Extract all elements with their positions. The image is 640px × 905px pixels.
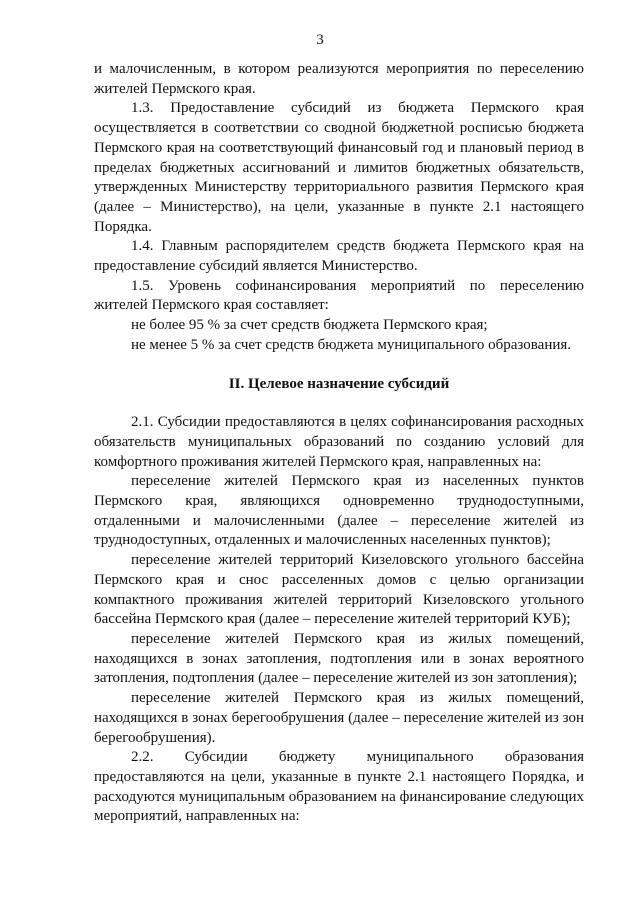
document-body xyxy=(94,60,584,827)
paragraph-2-2: 2.2. Субсидии бюджету муниципального образования предоставляются на цели, указанные в пункте 2.1 настоящего Порядка, и расходуются муниципальным образованием на финансирование следующих мероприятий, направленных на: xyxy=(94,749,584,825)
paragraph-1-5: 1.5. Уровень софинансирования мероприятий по переселению жителей Пермского края составляет: xyxy=(94,277,584,314)
paragraph-continuation: и малочисленным, в котором реализуются мероприятия по переселению жителей Пермского края. xyxy=(94,61,584,97)
paragraph-1-3: 1.3. Предоставление субсидий из бюджета Пермского края осуществляется в соответствии со сводной бюджетной росписью бюджета Пермского края на соответствующий финансовый год и плановый период в пределах бюджетных ассигнований и лимитов бюджетных обязательств, утвержденных Министерству территориального развития Пермского края (далее – Министерство), на цели, указанные в пункте 2.1 настоящего Порядка. xyxy=(94,100,584,235)
list-item-municipal-share: не менее 5 % за счет средств бюджета муниципального образования. xyxy=(131,336,572,353)
list-item-remote-settlements: переселение жителей Пермского края из населенных пунктов Пермского края, являющихся одновременно труднодоступными, отдаленными и малочисленными (далее – переселение жителей из труднодоступных, отдаленных и малочисленных населенных пунктов); xyxy=(94,473,584,549)
list-item-flood-zones: переселение жителей Пермского края из жилых помещений, находящихся в зонах затопления, подтопления или в зонах вероятного затопления, подтопления (далее – переселение жителей из зон затопления); xyxy=(94,630,584,687)
list-item-erosion-zones: переселение жителей Пермского края из жилых помещений, находящихся в зонах берегообрушения (далее – переселение жителей из зон берегообрушения). xyxy=(94,690,584,746)
paragraph-1-4: 1.4. Главным распорядителем средств бюджета Пермского края на предоставление субсидий является Министерство. xyxy=(94,238,584,275)
list-item-regional-share: не более 95 % за счет средств бюджета Пермского края; xyxy=(131,317,488,334)
page-number: 3 xyxy=(316,32,324,48)
list-item-kub-territories: переселение жителей территорий Кизеловского угольного бассейна Пермского края и снос расселенных домов с целью организации компактного проживания жителей территорий Кизеловского угольного бассейна Пермского края (далее – переселение жителей территорий КУБ); xyxy=(94,552,584,628)
paragraph-2-1: 2.1. Субсидии предоставляются в целях софинансирования расходных обязательств муниципальных образований по созданию условий для комфортного проживания жителей Пермского края, направленных на: xyxy=(94,414,584,470)
section-heading: II. Целевое назначение субсидий xyxy=(228,375,450,392)
